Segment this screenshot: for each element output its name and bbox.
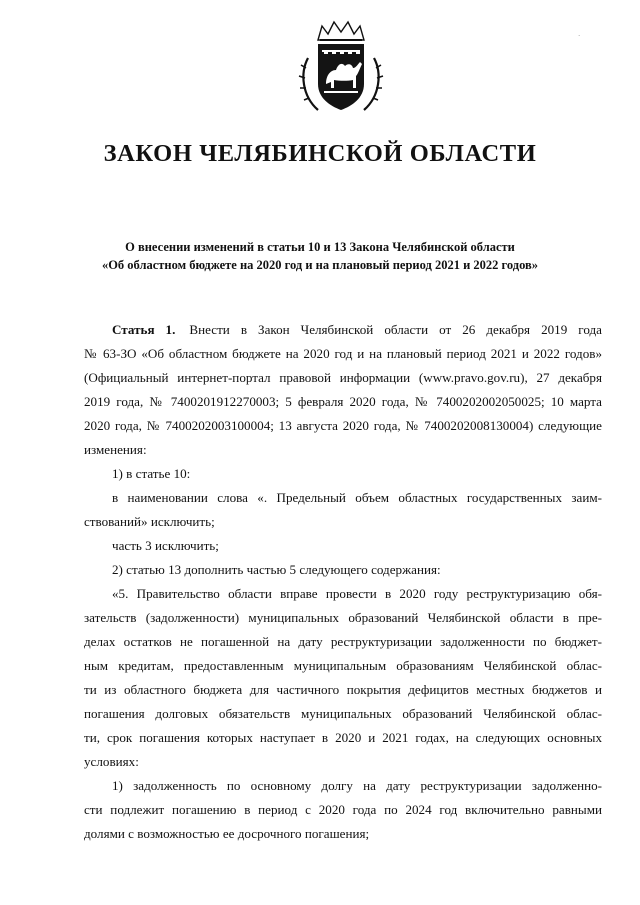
text-line: делах остатков не погашенной на дату реструктуризации задолженности по бюджет-	[84, 634, 602, 649]
text-line: сти подлежит погашению в период с 2020 года по 2024 год включительно равными	[84, 802, 602, 817]
subtitle-line-1: О внесении изменений в статьи 10 и 13 Закона Челябинской области	[125, 240, 515, 254]
text-line: изменения:	[84, 442, 147, 457]
text-line: ствований» исключить;	[84, 514, 215, 529]
text-line: долями с возможностью ее досрочного погашения;	[84, 826, 370, 841]
list-item: 1) задолженность по основному долгу на дату реструктуризации задолженно-	[112, 778, 602, 793]
article-1-continuation	[84, 342, 602, 846]
scan-mark: ˊ	[578, 34, 581, 42]
text-line: ти из областного бюджета для частичного покрытия дефицитов местных бюджетов и	[84, 682, 602, 697]
page-title: ЗАКОН ЧЕЛЯБИНСКОЙ ОБЛАСТИ	[103, 140, 537, 167]
law-subtitle	[40, 238, 600, 274]
text-line: № 63-ЗО «Об областном бюджете на 2020 год и на плановый период 2021 и 2022 годов»	[84, 346, 602, 361]
text-line: условиях:	[84, 754, 139, 769]
subtitle-line-2: «Об областном бюджете на 2020 год и на плановый период 2021 и 2022 годов»	[101, 258, 539, 272]
article-1-label: Статья 1.	[112, 322, 176, 337]
text-line: 2020 года, № 7400202003100004; 13 августа 2020 года, № 7400202008130004) следующие	[84, 418, 602, 433]
text-line: «5. Правительство области вправе провести в 2020 году реструктуризацию обя-	[112, 586, 602, 601]
list-item: 2) статью 13 дополнить частью 5 следующего содержания:	[112, 562, 441, 577]
text-line: 2019 года, № 7400201912270003; 5 февраля 2020 года, № 7400202002050025; 10 марта	[84, 394, 602, 409]
text-line: погашения долговых обязательств муниципальных образований Челябинской облас-	[84, 706, 602, 721]
text-line: зательств (задолженности) муниципальных образований Челябинской области в пре-	[84, 610, 602, 625]
chelyabinsk-coat-of-arms-icon	[296, 18, 386, 118]
article-1-first-line	[112, 318, 602, 342]
text-line: ным кредитам, предоставленным муниципальным образованиям Челябинской облас-	[84, 658, 602, 673]
text-line: часть 3 исключить;	[112, 538, 219, 553]
text-line: в наименовании слова «. Предельный объем областных государственных заим-	[112, 490, 602, 505]
article-1-body	[112, 318, 602, 342]
text-line: Внести в Закон Челябинской области от 26 декабря 2019 года	[189, 322, 602, 337]
text-line: (Официальный интернет-портал правовой информации (www.pravo.gov.ru), 27 декабря	[84, 370, 602, 385]
text-line: ти, срок погашения которых наступает в 2020 и 2021 годах, на следующих основных	[84, 730, 602, 745]
list-item: 1) в статье 10:	[112, 466, 191, 481]
